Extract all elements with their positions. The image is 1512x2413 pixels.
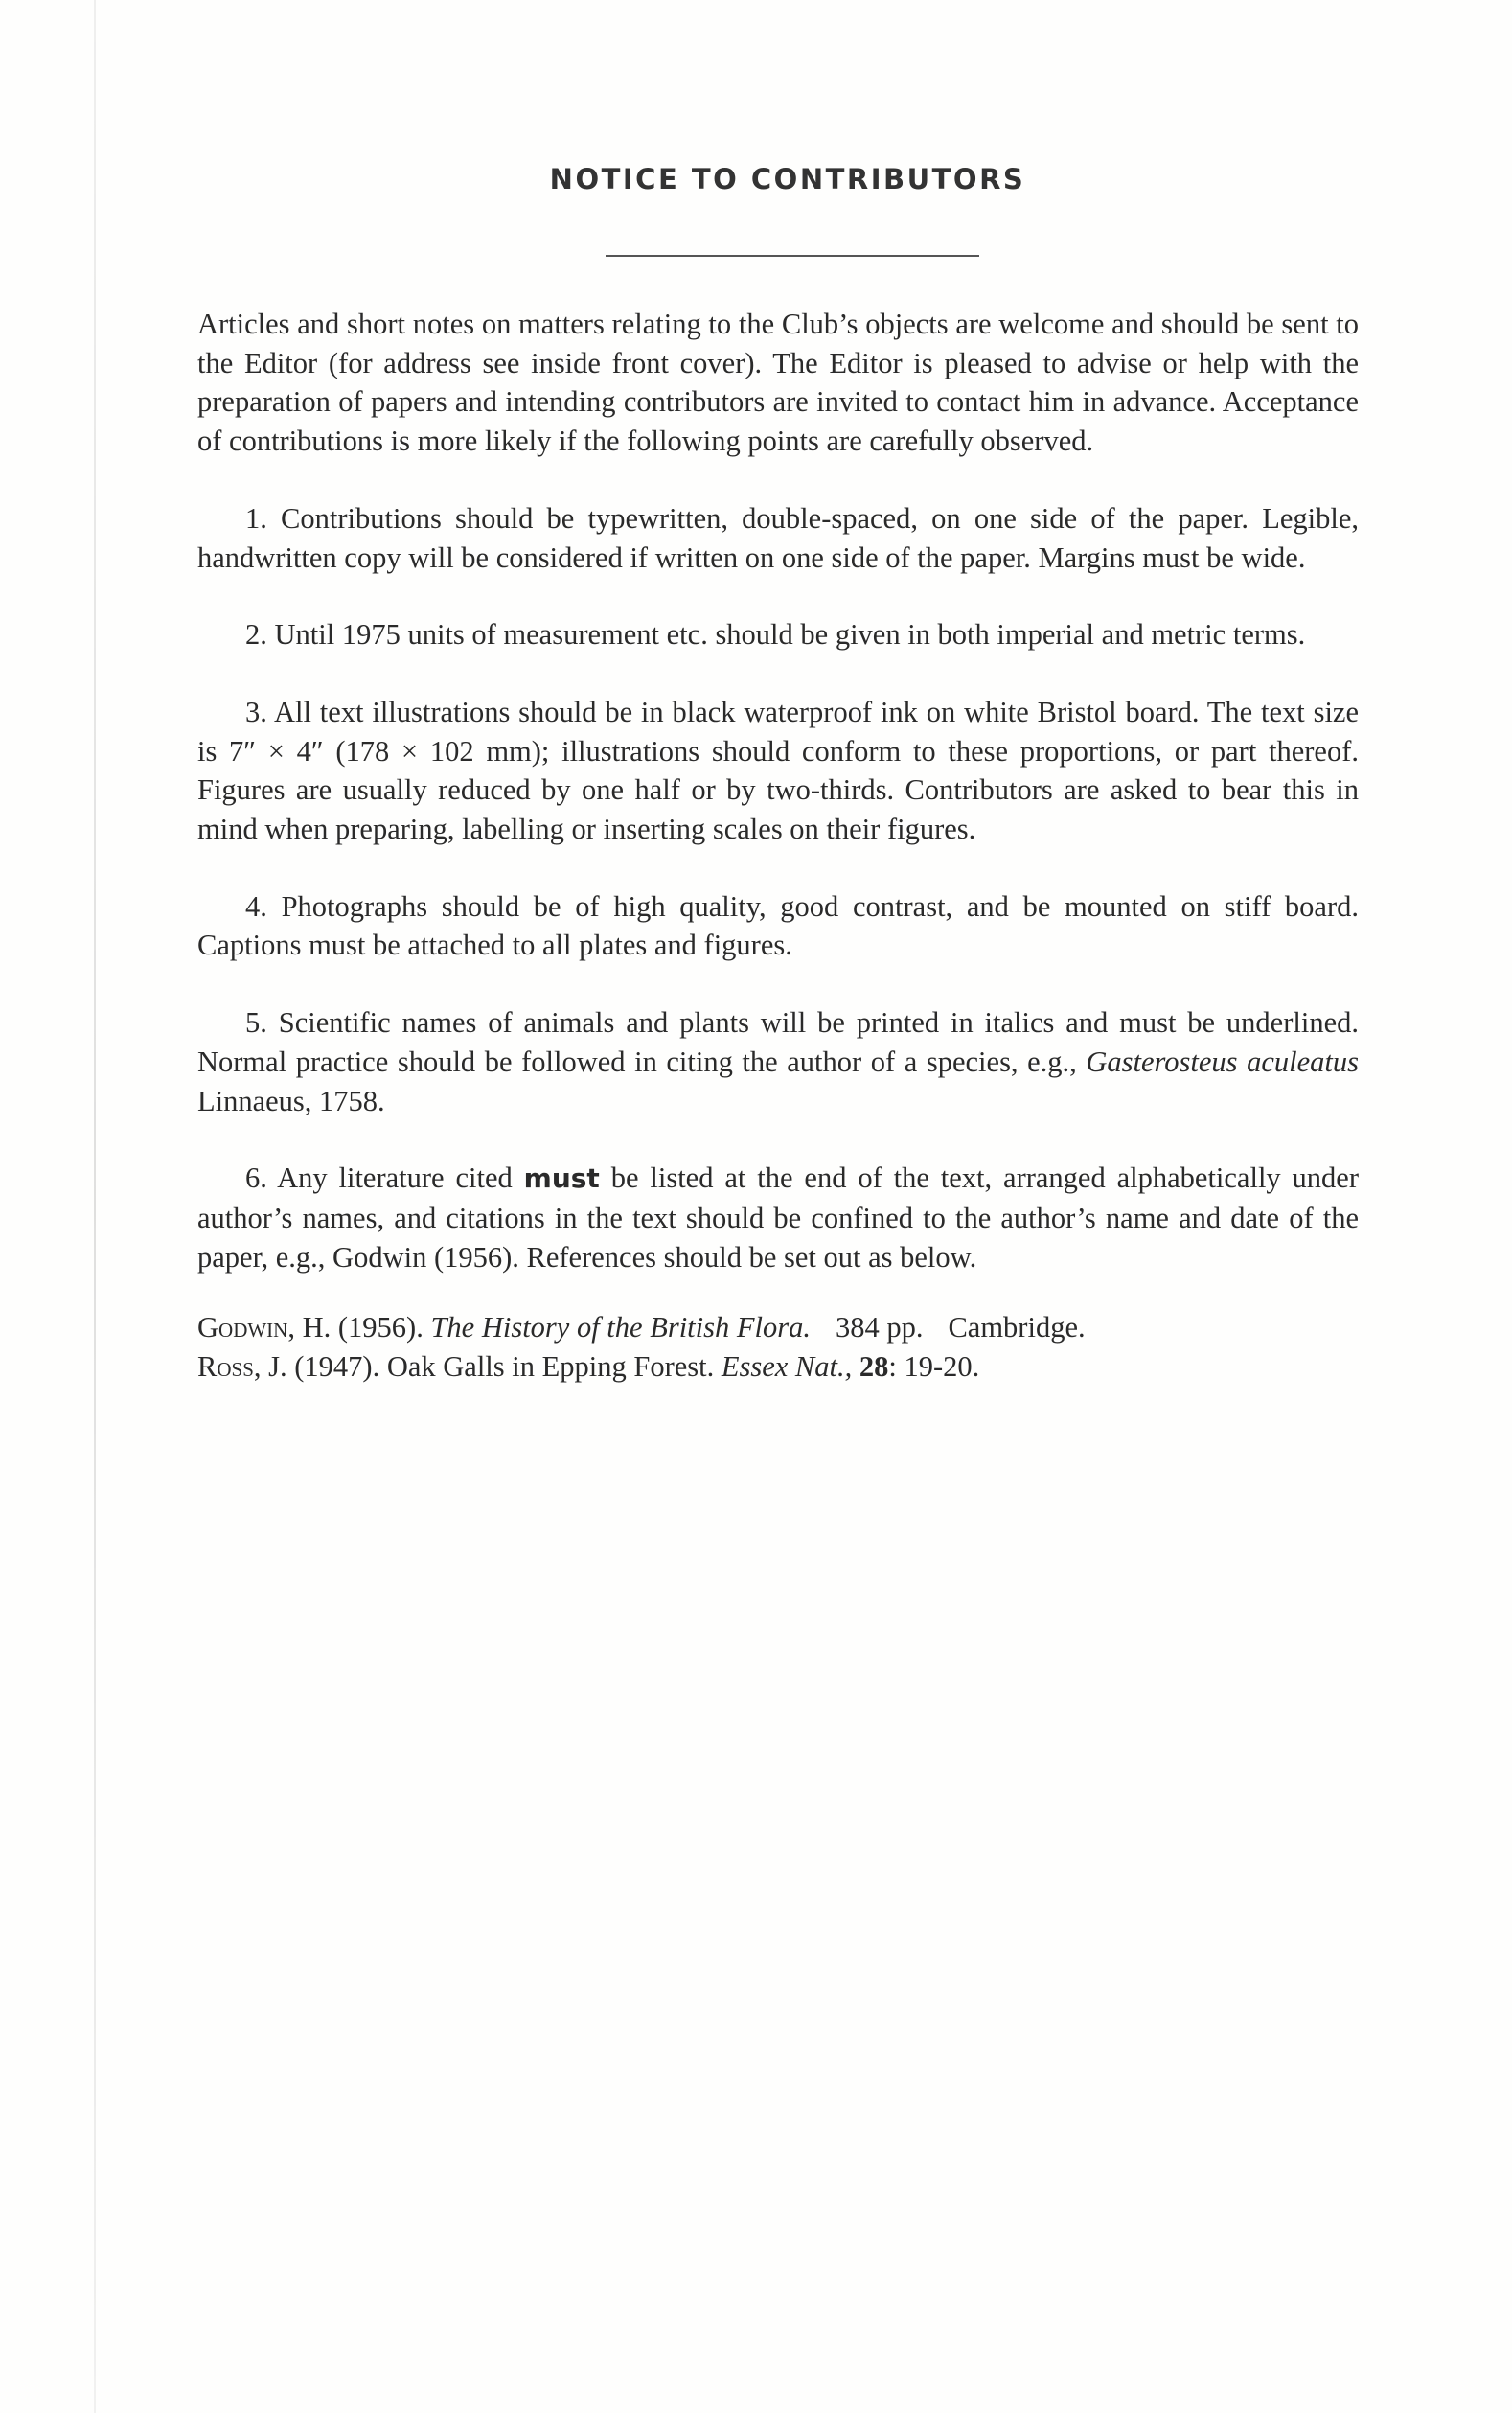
- point-2: 2. Until 1975 units of measurement etc. should be given in both imperial and metric terms.: [245, 618, 1306, 652]
- point-6-text: 6. Any literature cited: [245, 1161, 524, 1195]
- point-1: 1. Contributions should be typewritten, double-spaced, on one side of the paper. Legible, handwritten copy will be considered if written on one side of the paper. Margins must be wide.: [197, 501, 1359, 574]
- title-divider: [606, 255, 979, 257]
- species-name: Gasterosteus aculeatus: [1086, 1045, 1360, 1078]
- point-5-text: 5. Scientific names of animals and plants will be printed in italics and must be underlined. Normal practice should be followed in citing the author of a species, e.g.,: [197, 1006, 1359, 1078]
- point-3: 3. All text illustrations should be in black waterproof ink on white Bristol board. The text size is 7″ × 4″ (178 × 102 mm); illustrations should conform to these proportions, or part thereof. Figures are usually reduced by one half or by two-thirds. Contributors are asked to bear this in mind when preparing, labelling or inserting scales on their figures.: [197, 695, 1359, 846]
- reference-volume: 28: [859, 1350, 889, 1384]
- page-spine-shadow: [94, 0, 96, 2413]
- reference-title: The History of the British Flora.: [430, 1311, 811, 1344]
- must-emphasis: must: [523, 1162, 600, 1195]
- page-title: NOTICE TO CONTRIBUTORS: [549, 163, 1026, 195]
- reference-journal: Essex Nat.,: [721, 1350, 853, 1384]
- point-5: [197, 1003, 1359, 1120]
- reference-title: Oak Galls in Epping Forest.: [386, 1350, 715, 1384]
- reference-range: : 19-20.: [888, 1350, 980, 1384]
- point-4: 4. Photographs should be of high quality, good contrast, and be mounted on stiff board. Captions must be attached to all plates and figures.: [197, 889, 1359, 962]
- reference-ross: [197, 1347, 1359, 1387]
- reference-list: [197, 1308, 1359, 1386]
- point-6-rest: be listed at the end of the text, arranged alphabetically under author’s names, and citations in the text should be confined to the author’s name and date of the paper, e.g., Godwin (1956). References should be set out as below.: [197, 1161, 1360, 1274]
- reference-author: Ross, J.: [197, 1350, 287, 1384]
- reference-author: Godwin, H.: [197, 1311, 332, 1344]
- notice-content: [197, 163, 1359, 1387]
- reference-year: (1947).: [294, 1350, 380, 1384]
- reference-place: Cambridge.: [948, 1311, 1086, 1344]
- reference-year: (1956).: [337, 1311, 424, 1344]
- point-6: [197, 1159, 1359, 1276]
- reference-pages: 384 pp.: [835, 1311, 924, 1344]
- point-5-author: Linnaeus, 1758.: [197, 1084, 385, 1117]
- intro-paragraph: Articles and short notes on matters relating to the Club’s objects are welcome and should be sent to the Editor (for address see inside front cover). The Editor is pleased to advise or help with the preparation of papers and intending contributors are invited to contact him in advance. Acceptance of contributions is more likely if the following points are carefully observed.: [197, 308, 1359, 458]
- reference-godwin: [197, 1308, 1359, 1347]
